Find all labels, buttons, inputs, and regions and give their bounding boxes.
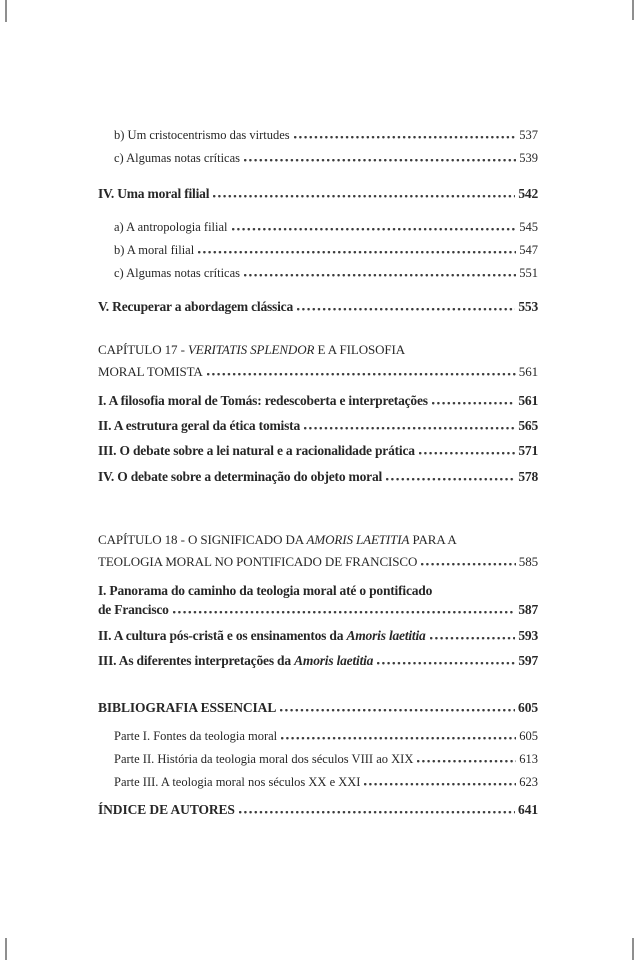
toc-entry-page: 605 [518, 700, 538, 715]
scan-edge-mark-bottom-right [632, 938, 634, 960]
toc-entry-title: Parte III. A teologia moral nos séculos XX e XXI [114, 775, 361, 789]
dot-leader [244, 159, 516, 162]
toc-entry-title: TEOLOGIA MORAL NO PONTIFICADO DE FRANCISCO [98, 554, 418, 569]
toc-entry-title: de Francisco [98, 602, 169, 617]
toc-entry [98, 467, 538, 486]
toc-title-text: CAPÍTULO 18 - O SIGNIFICADO DA [98, 532, 307, 547]
toc-entry-title-line1 [98, 339, 538, 361]
toc-entry-title: V. Recuperar a abordagem clássica [98, 299, 294, 314]
dot-leader [232, 228, 517, 231]
toc-entry-title-line1 [98, 529, 538, 551]
dot-leader [198, 251, 516, 254]
toc-title-italic: Amoris laetitia [294, 653, 374, 668]
toc-entry [98, 626, 538, 645]
toc-entry-title: c) Algumas notas críticas [114, 266, 241, 280]
toc-entry-page: 551 [519, 266, 538, 280]
toc-entry-page: 537 [519, 128, 538, 142]
toc-entry-page: 571 [518, 443, 538, 458]
toc-title-text: E A FILOSOFIA [314, 342, 406, 357]
toc-title-text: III. As diferentes interpretações da [98, 653, 295, 668]
scan-edge-mark-top-right [632, 0, 634, 20]
toc-entry-title: b) Um cristocentrismo das virtudes [114, 128, 290, 142]
toc-entry-title: III. O debate sobre a lei natural e a racionalidade prática [98, 443, 415, 458]
dot-leader [213, 195, 515, 198]
toc-title-text: PARA A [409, 532, 457, 547]
toc-entry-page: 605 [519, 729, 538, 743]
scan-edge-mark-top-left [5, 0, 7, 22]
dot-leader [304, 427, 515, 430]
toc-entry-title: b) A moral filial [114, 243, 195, 257]
toc-entry-page: 613 [519, 752, 538, 766]
toc-entry-title: BIBLIOGRAFIA ESSENCIAL [98, 700, 277, 715]
toc-entry [98, 651, 538, 670]
toc-entry [98, 416, 538, 435]
toc-entry [98, 184, 538, 203]
toc-entry-page: 547 [519, 243, 538, 257]
dot-leader [207, 373, 516, 376]
toc-entry [98, 751, 538, 768]
toc-entry-page: 539 [519, 151, 538, 165]
toc-entry [98, 339, 538, 383]
toc-title-italic: VERITATIS SPLENDOR [187, 342, 315, 357]
toc-entry-title [98, 651, 373, 670]
toc-entry-page: 561 [518, 364, 538, 379]
dot-leader [430, 637, 516, 640]
toc-title-text: II. A cultura pós-cristã e os ensinamentos da [98, 628, 347, 643]
toc-entry-page: 597 [518, 653, 538, 668]
toc-entry-title: I. A filosofia moral de Tomás: redescoberta e interpretações [98, 393, 428, 408]
toc-entry [98, 441, 538, 460]
toc-entry-title: Parte I. Fontes da teologia moral [114, 729, 278, 743]
toc-entry-title: Parte II. História da teologia moral dos séculos VIII ao XIX [114, 752, 414, 766]
table-of-contents [98, 127, 538, 819]
toc-entry-title: IV. O debate sobre a determinação do objeto moral [98, 469, 383, 484]
toc-entry-title: c) Algumas notas críticas [114, 151, 241, 165]
dot-leader [417, 760, 516, 763]
toc-title-italic: Amoris laetitia [346, 628, 426, 643]
toc-entry-page: 623 [519, 775, 538, 789]
dot-leader [386, 478, 515, 481]
dot-leader [297, 308, 515, 311]
toc-entry-title [98, 626, 426, 645]
toc-entry [98, 391, 538, 410]
toc-entry-page: 553 [518, 299, 538, 314]
scan-edge-mark-bottom-left [5, 938, 7, 960]
toc-entry-title: MORAL TOMISTA [98, 364, 203, 379]
dot-leader [173, 611, 516, 614]
toc-entry-page: 565 [518, 418, 538, 433]
toc-entry-title-line1 [98, 581, 538, 600]
toc-entry [98, 242, 538, 259]
toc-entry [98, 127, 538, 144]
dot-leader [364, 783, 516, 786]
toc-entry-title: a) A antropologia filial [114, 220, 228, 234]
toc-title-text: CAPÍTULO 17 - [98, 342, 188, 357]
toc-entry-page: 593 [518, 628, 538, 643]
toc-entry [98, 219, 538, 236]
toc-entry [98, 529, 538, 573]
toc-entry [98, 265, 538, 282]
toc-title-italic: AMORIS LAETITIA [306, 532, 410, 547]
toc-entry-page: 578 [518, 469, 538, 484]
toc-entry-title: II. A estrutura geral da ética tomista [98, 418, 300, 433]
dot-leader [280, 709, 515, 712]
toc-entry [98, 150, 538, 167]
toc-entry [98, 774, 538, 791]
toc-entry-page: 542 [518, 186, 538, 201]
dot-leader [281, 737, 516, 740]
toc-entry [98, 581, 538, 619]
dot-leader [377, 662, 515, 665]
toc-entry [98, 728, 538, 745]
toc-entry-page: 561 [518, 393, 538, 408]
dot-leader [432, 402, 516, 405]
toc-title-text: I. Panorama do caminho da teologia moral até o pontificado [98, 583, 433, 598]
dot-leader [294, 136, 517, 139]
toc-entry [98, 698, 538, 717]
toc-entry-page: 587 [518, 602, 538, 617]
dot-leader [421, 563, 516, 566]
toc-entry-page: 641 [518, 802, 538, 817]
dot-leader [239, 811, 515, 814]
dot-leader [244, 274, 516, 277]
dot-leader [419, 452, 516, 455]
toc-entry-title: ÍNDICE DE AUTORES [98, 802, 235, 817]
toc-entry-title: IV. Uma moral filial [98, 186, 210, 201]
toc-entry-page: 545 [519, 220, 538, 234]
toc-entry-page: 585 [518, 554, 538, 569]
toc-entry [98, 297, 538, 316]
toc-entry [98, 800, 538, 819]
